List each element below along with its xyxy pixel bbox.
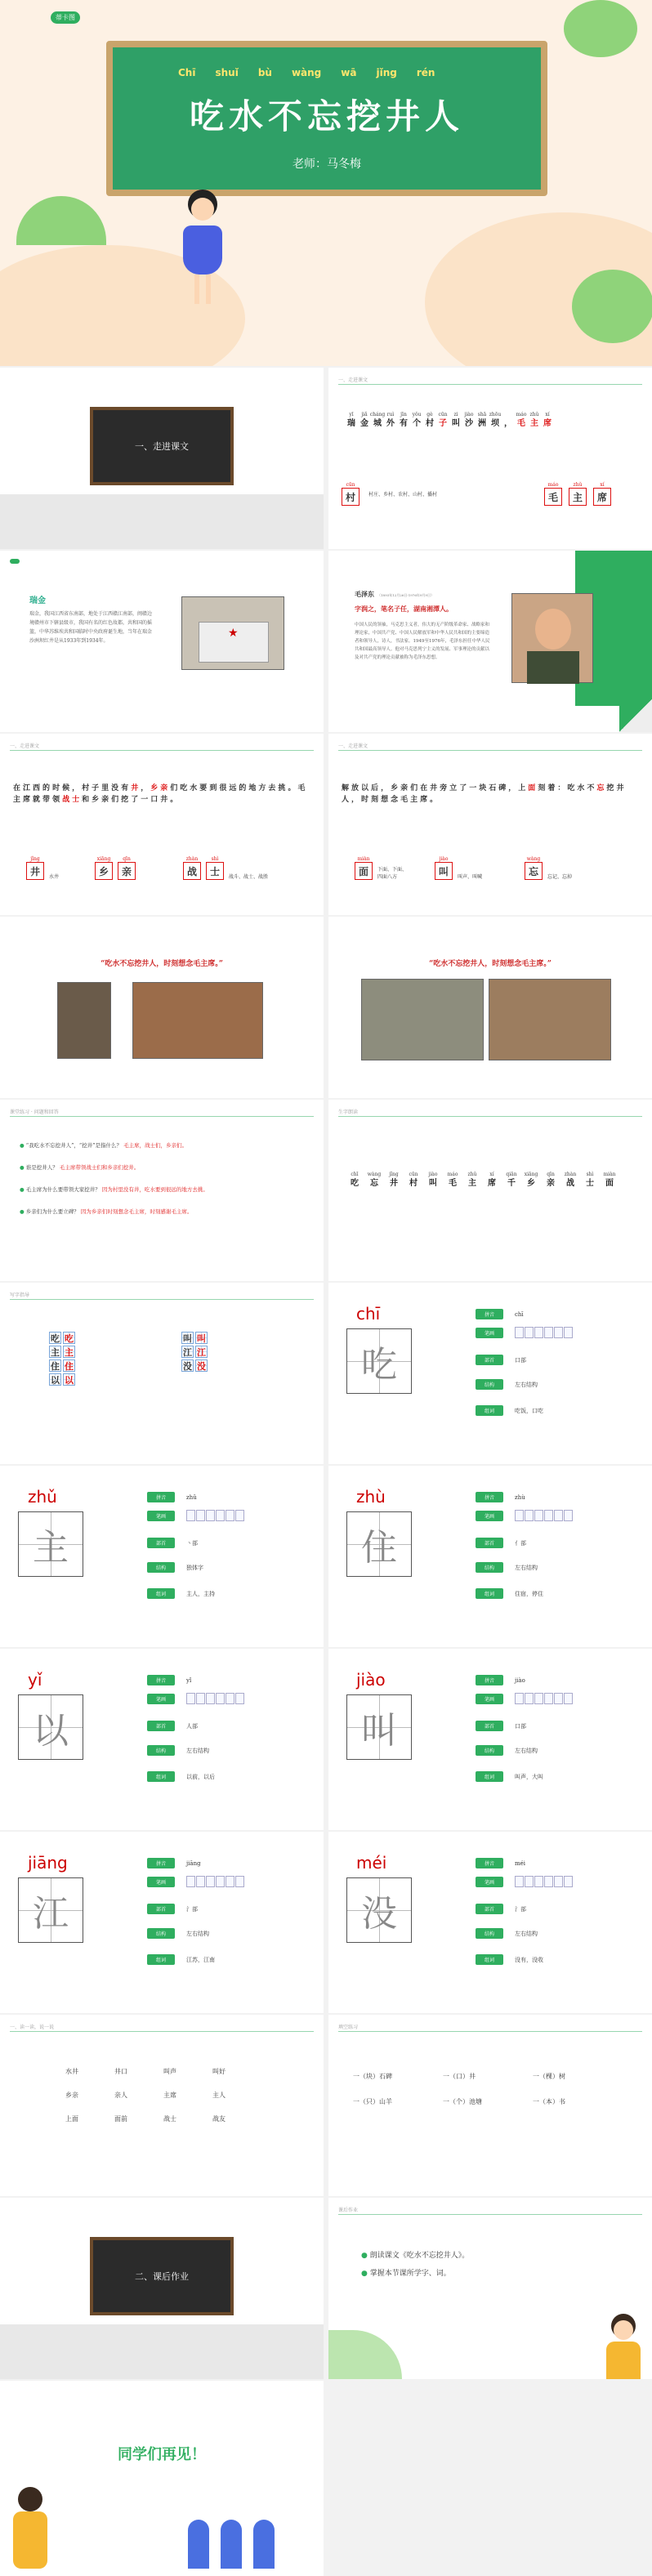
row-pinyin: 拼音 zhù <box>476 1492 525 1502</box>
slide-header: 课堂练习 · 问题和回答 <box>10 1109 59 1115</box>
word-grid: 水井 井口 叫声 叫好 乡亲 亲人 主席 主人 上面 面前 战士 战友 <box>65 2068 226 2123</box>
section-label: 二、课后作业 <box>135 2271 189 2282</box>
row-strokes: 笔画 <box>476 1327 573 1338</box>
lesson-slide-3 <box>328 734 652 915</box>
tree-right-2 <box>572 270 652 343</box>
row-bushou: 部首 丶部 <box>147 1538 198 1548</box>
char-pinyin: chī <box>356 1304 381 1324</box>
goodbye-text: 同学们再见！ <box>118 2446 206 2463</box>
chalkboard-small <box>90 407 234 485</box>
row-strokes: 笔画 <box>147 1876 244 1887</box>
quote-text: “吃水不忘挖井人，时刻想念毛主席。” <box>100 960 223 968</box>
header-line <box>338 1116 642 1117</box>
row-bushou: 部首 口部 <box>476 1355 526 1365</box>
row-strokes: 笔画 <box>476 1876 573 1887</box>
row-strokes: 笔画 <box>147 1510 244 1521</box>
slide-header: 一、走进课文 <box>10 743 40 749</box>
char-glyph: 江 <box>18 1877 83 1943</box>
pinyin: jǐng <box>376 67 397 78</box>
text-line: yī 瑞 jiǎ 金 cháng 城 ruì 外 jīn 有 yǒu 个 gè 村 cūn 子 zi 叫 jiào 沙 shā 洲 zhōu 坝 ， máo 毛 zhǔ 主 xí 席 <box>347 412 552 428</box>
slide-header: 填空练习 <box>338 2025 359 2030</box>
photo-right <box>489 979 611 1060</box>
row-zuci: 组词 江苏，江南 <box>147 1954 215 1965</box>
blank-grid: 一（块）石碑 一（口）井 一（棵）树 一（只）山羊 一（个）池塘 一（本）书 <box>353 2073 565 2105</box>
row-zuci: 组词 主人，主持 <box>147 1588 215 1599</box>
row-pinyin: 拼音 zhǔ <box>147 1492 197 1502</box>
header-line <box>338 2214 642 2215</box>
goodbye-slide <box>0 2381 324 2576</box>
photo-right <box>132 982 263 1059</box>
word-card: máo 毛 zhǔ 主 xí 席 <box>544 482 611 506</box>
pinyin: rén <box>416 67 435 78</box>
pinyin: wā <box>341 67 357 78</box>
photo-slide-1 <box>0 917 324 1098</box>
slide-header: 一、走进课文 <box>338 743 368 749</box>
header-line <box>10 1299 314 1300</box>
char-pinyin: zhù <box>356 1487 386 1507</box>
chalkboard-small <box>90 2237 234 2315</box>
slide-header: 生字朗读 <box>338 1109 359 1115</box>
char-card-yi <box>0 1649 324 1830</box>
mao-slide <box>328 551 652 732</box>
lesson-slide-1 <box>328 368 652 549</box>
girl-illustration <box>178 190 227 312</box>
stroke-order <box>515 1327 573 1338</box>
mao-text: 中国人民的领袖，马克思主义者，伟大的无产阶级革命家、战略家和理论家，中国共产党、中国人民解放军和中华人民共和国的主要缔造者和领导人，诗人，书法家。1949至1976年，毛泽东担任中华人民共和国最高领导人。他对马克思列宁主义的发展、军事理论的贡献以及对共产党的理论贡献被称为毛泽东思想。 <box>355 623 490 660</box>
word-card: jiào 叫 叫声、叫喊 <box>435 856 482 880</box>
row-zuci: 组词 住宿，停住 <box>476 1588 543 1599</box>
tree-right <box>564 0 637 57</box>
row-zuci: 组词 以前，以后 <box>147 1771 215 1782</box>
char-pinyin: jiāng <box>28 1853 68 1873</box>
char-card-mei <box>328 1832 652 2013</box>
row-pinyin: 拼音 jiào <box>476 1675 525 1685</box>
chalkboard <box>106 41 547 196</box>
word-card: cūn 村 $^{村庄、乡村、农村、山村、播村}$ <box>342 482 437 506</box>
row-bushou: 部首 口部 <box>476 1721 526 1731</box>
page-curl <box>619 699 652 732</box>
cover-title: 吃水不忘挖井人 <box>189 96 464 136</box>
pinyin: wàng <box>291 67 322 78</box>
teacher-illustration <box>10 2487 51 2569</box>
mao-subtitle: 字润之，笔名子任，湖南湘潭人。 <box>355 605 453 613</box>
quote-text: “吃水不忘挖井人，时刻想念毛主席。” <box>429 960 552 968</box>
stroke-order <box>186 1693 244 1704</box>
char-card-jiang <box>0 1832 324 2013</box>
word-card: miàn 面 下面、下面、四面八方 <box>355 856 410 880</box>
read-words-slide <box>0 2015 324 2196</box>
header-line <box>338 750 642 751</box>
girl-reading <box>603 2314 644 2379</box>
char-pinyin: méi <box>356 1853 387 1873</box>
fill-blank-slide <box>328 2015 652 2196</box>
pinyin: Chī <box>178 67 196 78</box>
logo: 蒂卡图 <box>51 11 80 24</box>
leaf-icon <box>10 559 20 564</box>
row-bushou: 部首 氵部 <box>476 1904 526 1914</box>
photo-left <box>361 979 484 1060</box>
writing-guide-slide <box>0 1283 324 1464</box>
lesson-slide-2 <box>0 734 324 915</box>
row-strokes: 笔画 <box>476 1510 573 1521</box>
qa-item: ● “我吃水不忘挖井人”，“挖井”是指什么？ 毛主席，战士们，乡亲们。 <box>20 1142 188 1149</box>
photo-left <box>57 982 111 1059</box>
char-glyph: 没 <box>346 1877 412 1943</box>
title-pinyin <box>178 67 435 78</box>
row-jiegou: 结构 独体字 <box>147 1562 203 1573</box>
char-card-zhu <box>0 1466 324 1647</box>
row-zuci: 组词 没有，没收 <box>476 1954 543 1965</box>
slide-header: 一、读一读，说一说 <box>10 2025 55 2030</box>
qa-item: ● 乡亲们为什么要立碑？ 因为乡亲们时刻想念毛主席，时刻感谢毛主席。 <box>20 1208 193 1215</box>
grid-group-1: 吃 吃 主 主 住 住 以 以 <box>51 1333 74 1386</box>
section-label: 一、走进课文 <box>135 441 189 452</box>
ruijin-title: 瑞金 <box>29 596 46 605</box>
char-glyph: 叫 <box>346 1694 412 1760</box>
char-pinyin: zhǔ <box>28 1487 57 1507</box>
qa-item: ● 毛主席为什么要带领大家挖井？ 因为村里没有井，吃水要到很远的地方去挑。 <box>20 1186 208 1193</box>
char-glyph: 主 <box>18 1511 83 1577</box>
row-zuci: 组词 叫声，大叫 <box>476 1771 543 1782</box>
homework-slide <box>328 2198 652 2379</box>
word-card: xiāng 乡 qīn 亲 <box>95 856 136 880</box>
header-line <box>338 2031 642 2032</box>
header-line <box>10 2031 314 2032</box>
row-jiegou: 结构 左右结构 <box>147 1745 209 1756</box>
slide-header: 写字指导 <box>10 1292 30 1298</box>
word-card: zhàn 战 shì 士 战斗、战士、战胜 <box>183 856 268 880</box>
text-block: 解放以后，乡亲们在井旁立了一块石碑，上面刻着：吃水不忘挖井人，时刻想念毛主席。 <box>342 784 627 804</box>
row-jiegou: 结构 左右结构 <box>147 1928 209 1939</box>
section-slide-1 <box>0 368 324 549</box>
header-line <box>10 1116 314 1117</box>
leaves-decoration <box>328 2330 402 2379</box>
pinyin: shuǐ <box>215 67 239 78</box>
header-line <box>338 384 642 385</box>
row-jiegou: 结构 左右结构 <box>476 1379 538 1390</box>
stroke-order <box>186 1510 244 1521</box>
mao-portrait <box>511 593 593 683</box>
row-jiegou: 结构 左右结构 <box>476 1562 538 1573</box>
photo-slide-2 <box>328 917 652 1098</box>
row-strokes: 笔画 <box>476 1693 573 1704</box>
row-strokes: 笔画 <box>147 1693 244 1704</box>
row-jiegou: 结构 左右结构 <box>476 1745 538 1756</box>
row-pinyin: 拼音 méi <box>476 1858 525 1868</box>
vocab-read-slide <box>328 1100 652 1281</box>
homework-list <box>361 2247 469 2283</box>
char-pinyin: jiào <box>356 1670 386 1690</box>
slide-header: 课后作业 <box>338 2208 359 2213</box>
homework-item: ● 朗读课文《吃水不忘挖井人》。 <box>361 2252 470 2260</box>
teacher-name: 老师：马冬梅 <box>293 158 361 171</box>
section-slide-2 <box>0 2198 324 2379</box>
char-glyph: 以 <box>18 1694 83 1760</box>
text-block: 在江西的时候，村子里没有井，乡亲们吃水要到很远的地方去挑。毛主席就带领战士和乡亲们挖了一口井。 <box>13 784 308 804</box>
students-illustration <box>188 2520 275 2569</box>
cover-slide <box>0 0 652 366</box>
stroke-order <box>186 1876 244 1887</box>
qa-item: ● 谁是挖井人？ 毛主席带领战士们和乡亲们挖井。 <box>20 1164 140 1171</box>
qa-slide <box>0 1100 324 1281</box>
homework-item: ● 掌握本节课所学字、词。 <box>361 2270 451 2278</box>
char-pinyin: yǐ <box>28 1670 42 1690</box>
stroke-order <box>515 1510 573 1521</box>
ruijin-photo: ★ <box>181 596 284 670</box>
char-card-zhu2 <box>328 1466 652 1647</box>
ruijin-slide <box>0 551 324 732</box>
char-card-jiao <box>328 1649 652 1830</box>
ruijin-text: 瑞金，我国江西省东南部，地处于江西赣江南部，闽赣边境赣州市下辖县级市，我国有名的红色故都，共和国的摇篮，中华苏维埃共和国临时中央政府诞生地，当年在瑞金沙洲坝红井是从1933年到1934年。 <box>29 611 153 644</box>
row-pinyin: 拼音 jiāng <box>147 1858 201 1868</box>
header-line <box>10 750 314 751</box>
row-pinyin: 拼音 chī <box>476 1309 524 1319</box>
word-card: wàng 忘 忘记、忘掉 <box>525 856 572 880</box>
row-bushou: 部首 人部 <box>147 1721 198 1731</box>
bush-left <box>16 196 106 245</box>
row-bushou: 部首 亻部 <box>476 1538 526 1548</box>
stroke-order <box>515 1693 573 1704</box>
grid-group-2: 叫 叫 江 江 没 没 <box>183 1333 206 1372</box>
mao-title: 毛泽东 （1893年12月26日-1976年9月9日） <box>355 590 434 598</box>
row-zuci: 组词 吃饭，口吃 <box>476 1405 543 1416</box>
pinyin: bù <box>257 67 272 78</box>
char-card-chi <box>328 1283 652 1464</box>
slide-header: 一、走进课文 <box>338 377 368 383</box>
row-bushou: 部首 氵部 <box>147 1904 198 1914</box>
qa-list <box>20 1142 314 1216</box>
vocab-row: chī 吃 wàng 忘 jǐng 井 cūn 村 jiào 叫 máo 毛 zhǔ 主 xí 席 qiān 千 xiāng 乡 qīn 亲 zhàn 战 shì 士 miàn 面 <box>351 1172 616 1188</box>
row-jiegou: 结构 左右结构 <box>476 1928 538 1939</box>
row-pinyin: 拼音 yǐ <box>147 1675 191 1685</box>
word-card: jǐng 井 水井 <box>26 856 59 880</box>
char-glyph: 吃 <box>346 1328 412 1394</box>
char-glyph: 住 <box>346 1511 412 1577</box>
stroke-order <box>515 1876 573 1887</box>
